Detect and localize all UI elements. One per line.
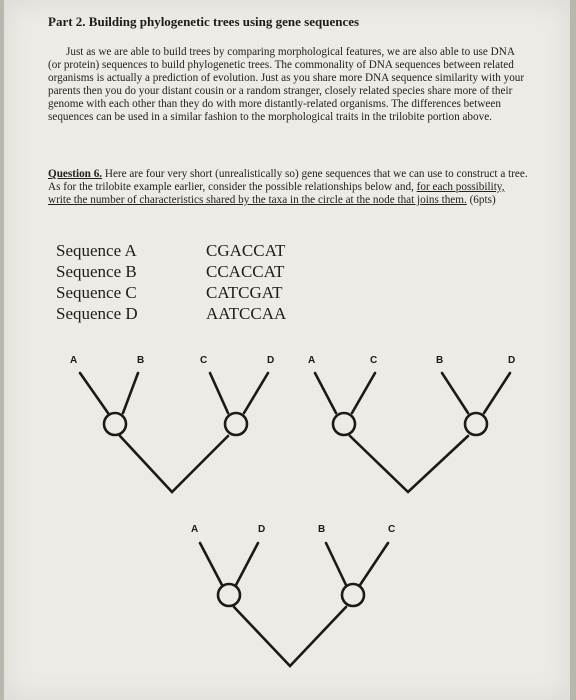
branch <box>315 373 336 413</box>
node-circle[interactable] <box>333 413 355 435</box>
taxon-label: D <box>267 355 275 366</box>
branch <box>236 543 258 585</box>
node-circle[interactable] <box>465 413 487 435</box>
taxon-label: D <box>258 524 266 535</box>
branch <box>326 543 346 585</box>
tree-1 <box>70 355 274 492</box>
sequence-value: CATCGAT <box>206 283 283 302</box>
sequence-value: AATCCAA <box>206 304 287 323</box>
taxon-label: B <box>318 524 326 535</box>
tree-2 <box>308 355 515 492</box>
node-circle[interactable] <box>218 584 240 606</box>
page-heading: Part 2. Building phylogenetic trees using gene sequences <box>48 14 360 29</box>
node-circle[interactable] <box>342 584 364 606</box>
branch <box>484 373 510 413</box>
branch <box>352 373 375 413</box>
branch <box>80 373 108 413</box>
taxon-label: D <box>508 355 516 366</box>
branch <box>200 543 222 585</box>
taxon-label: B <box>137 355 145 366</box>
tree-3 <box>191 524 395 666</box>
taxon-label: A <box>308 355 316 366</box>
branch <box>123 373 138 413</box>
sequence-value: CGACCAT <box>206 241 286 260</box>
branch <box>442 373 468 413</box>
sequence-name: Sequence C <box>56 283 137 302</box>
taxon-label: C <box>200 355 208 366</box>
sequence-name: Sequence D <box>56 304 138 323</box>
branch <box>210 373 228 413</box>
sequence-value: CCACCAT <box>206 262 285 281</box>
sequence-name: Sequence B <box>56 262 137 281</box>
branch <box>234 607 346 666</box>
branch <box>244 373 268 413</box>
node-circle[interactable] <box>104 413 126 435</box>
question-points: (6pts) <box>466 194 496 206</box>
question-text: Here are four very short (unrealistically so) gene sequences that we can use to construct a tree. As for the trilobite example earlier, consider the possible relationships below and, <box>48 168 528 193</box>
taxon-label: C <box>370 355 378 366</box>
taxon-label: C <box>388 524 396 535</box>
taxon-label: B <box>436 355 444 366</box>
branch <box>120 436 228 492</box>
node-circle[interactable] <box>225 413 247 435</box>
question-label: Question 6. <box>48 168 103 180</box>
sequence-name: Sequence A <box>56 241 137 260</box>
taxon-label: A <box>191 524 199 535</box>
branch <box>360 543 388 585</box>
question-instruction: for each possibility, write the number of characteristics shared by the taxa in the circle at the node that joins them. <box>48 181 505 206</box>
branch <box>350 436 468 492</box>
taxon-label: A <box>70 355 78 366</box>
intro-paragraph: Just as we are able to build trees by comparing morphological features, we are also able to use DNA (or protein) sequences to build phylogenetic trees. The commonality of DNA sequences between related organisms is actually a prediction of evolution. Just as you share more DNA sequence similarity with your parents then you do your distant cousin or a random stranger, closely related species share more of their genome with each other than they do with more distantly-related organisms. The differences between sequences can be used in a similar fashion to the morphological traits in the trilobite portion above. <box>48 46 525 123</box>
